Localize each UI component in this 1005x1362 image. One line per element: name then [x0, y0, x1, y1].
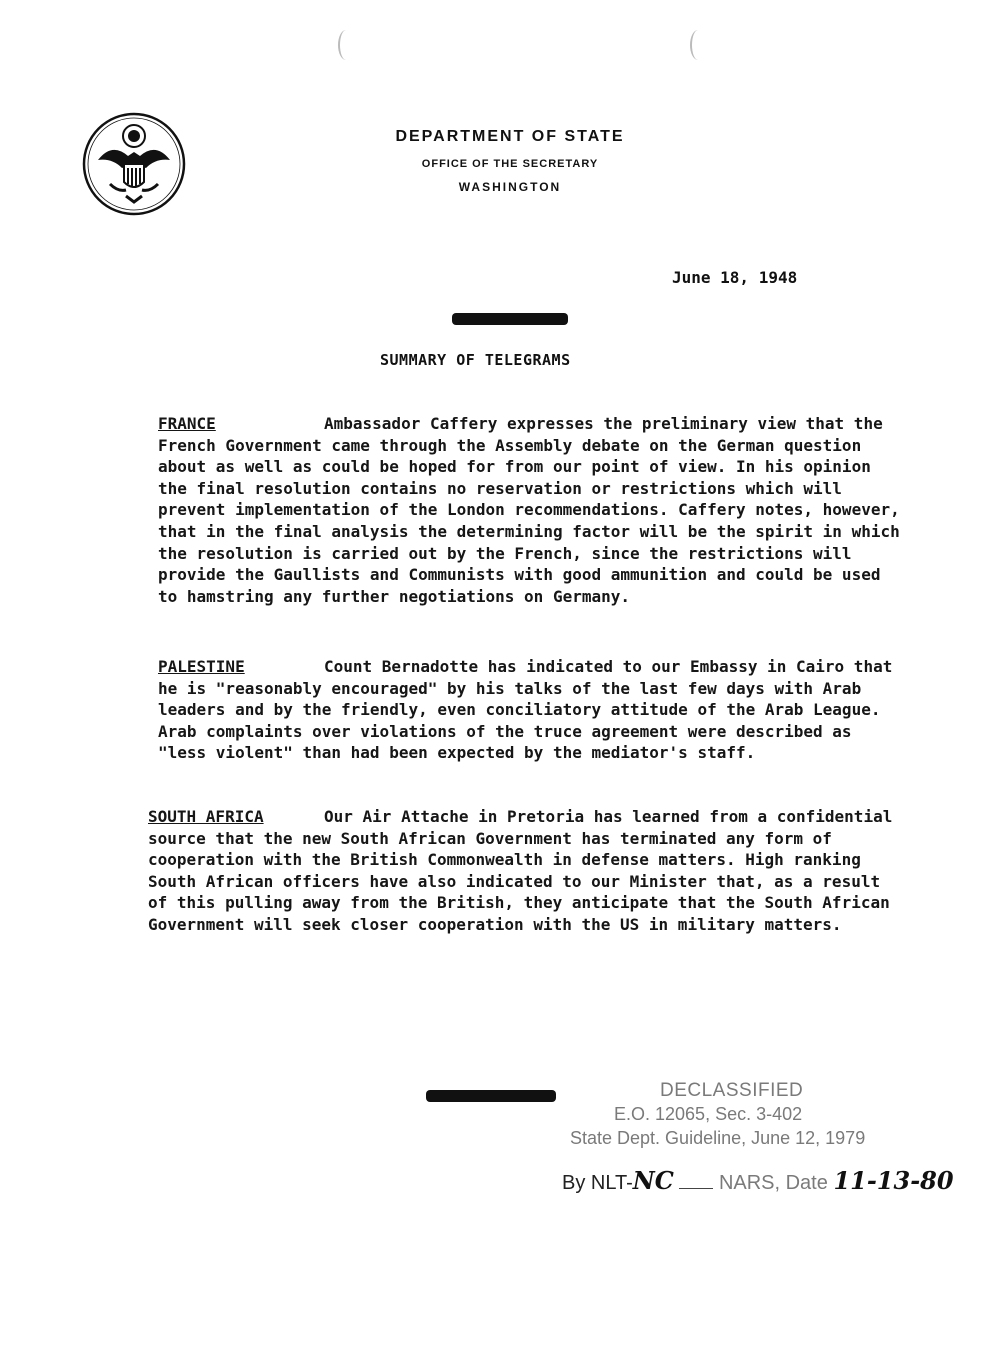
signature-line — [679, 1188, 713, 1189]
letterhead-department: DEPARTMENT OF STATE — [395, 128, 625, 145]
redacted-classification-bottom — [426, 1090, 556, 1102]
section-body: Count Bernadotte has indicated to our Embassy in Cairo that he is "reasonably encouraged" by his talks of the last few days with Arab leaders and by the friendly, even conciliatory attitude of the Arab League. Arab complaints over violations of the truce agreement were described as "less violent" than had been expected by the mediator's staff. — [158, 657, 893, 763]
declassified-stamp: DECLASSIFIED — [660, 1080, 804, 1101]
section-body: Our Air Attache in Pretoria has learned from a confidential source that the new South African Government has terminated any form of cooperation with the British Commonwealth in defense matters. High ranking South African officers have also indicated to our Minister that, as a result of this pulling away from the British, they anticipate that the South African Government will seek closer cooperation with the US in military matters. — [148, 807, 893, 934]
declassification-initials: NC — [632, 1166, 674, 1195]
declassification-date: 11-13-80 — [833, 1166, 954, 1195]
document-title: SUMMARY OF TELEGRAMS — [380, 351, 571, 369]
section-south-africa — [148, 806, 908, 936]
letterhead-city: WASHINGTON — [458, 180, 562, 194]
redacted-classification-top — [452, 313, 568, 325]
punch-hole-mark — [690, 30, 706, 60]
declassification-nars-label: NARS, Date — [718, 1172, 828, 1194]
document-date: June 18, 1948 — [672, 268, 798, 287]
section-france — [158, 413, 908, 607]
letterhead-office: OFFICE OF THE SECRETARY — [421, 158, 599, 170]
declassification-order: E.O. 12065, Sec. 3-402 — [614, 1104, 803, 1124]
declassification-guideline: State Dept. Guideline, June 12, 1979 — [570, 1128, 866, 1148]
section-heading: FRANCE — [158, 414, 216, 433]
section-heading: PALESTINE — [158, 657, 245, 676]
section-palestine — [158, 656, 908, 764]
department-seal-icon — [82, 112, 186, 216]
section-heading: SOUTH AFRICA — [148, 807, 264, 826]
punch-hole-mark — [338, 30, 354, 60]
section-body: Ambassador Caffery expresses the preliminary view that the French Government came through the Assembly debate on the German question about as well as could be hoped for from our point of view. In his opinion the final resolution contains no reservation or restrictions which will prevent implementation of the London recommendations. Caffery notes, however, that in the final analysis the determining factor will be the spirit in which the resolution is carried out by the French, since the restrictions will provide the Gaullists and Communists with good ammunition and could be used to hamstring any further negotiations on Germany. — [158, 414, 900, 606]
declassification-authority — [562, 1166, 954, 1195]
declassification-by-prefix: By NLT- — [562, 1172, 633, 1194]
